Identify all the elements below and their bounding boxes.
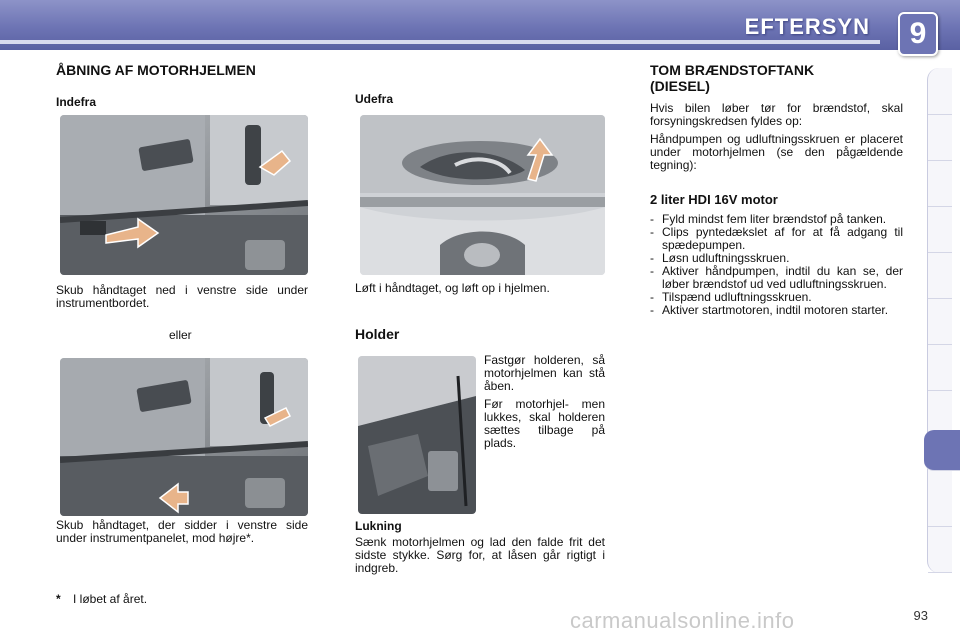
closing-heading: Lukning bbox=[355, 519, 402, 533]
pump-location-text: Håndpumpen og udluftningsskruen er placeret under motorhjelmen (se den pågældende tegning): bbox=[650, 132, 903, 172]
list-item: - Løsn udluftningsskruen. bbox=[650, 252, 903, 265]
bleeding-steps-list bbox=[650, 213, 903, 317]
thumb-tab[interactable] bbox=[928, 252, 952, 299]
fuel-tank-title-line-2: (DIESEL) bbox=[650, 78, 710, 94]
thumb-tab[interactable] bbox=[928, 206, 952, 253]
thumb-tab[interactable] bbox=[928, 68, 952, 115]
outside-heading: Udefra bbox=[355, 92, 394, 106]
chapter-badge: 9 bbox=[898, 12, 938, 56]
list-item: - Fyld mindst fem liter brændstof på tanken. bbox=[650, 213, 903, 226]
footnote-marker: * bbox=[56, 592, 61, 606]
inside-caption-1: Skub håndtaget ned i venstre side under instrumentbordet. bbox=[56, 283, 308, 310]
fuel-tank-intro: Hvis bilen løber tør for brændstof, skal forsyningskredsen fyldes op: bbox=[650, 101, 903, 128]
thumb-tab[interactable] bbox=[928, 114, 952, 161]
list-item: - Aktiver håndpumpen, indtil du kan se, der løber brændstof ud ved udluftningsskruen. bbox=[650, 265, 903, 291]
fuel-tank-title-line-1: TOM BRÆNDSTOFTANK bbox=[650, 62, 815, 78]
inside-caption-2: Skub håndtaget, der sidder i venstre side under instrumentpanelet, mod højre*. bbox=[56, 518, 308, 545]
list-item: - Clips pyntedækslet af for at få adgang til spædepumpen. bbox=[650, 226, 903, 252]
or-separator: eller bbox=[169, 328, 192, 342]
inside-lever-photo-2 bbox=[60, 358, 308, 516]
outside-caption: Løft i håndtaget, og løft op i hjelmen. bbox=[355, 281, 550, 295]
outside-hood-photo bbox=[360, 115, 605, 275]
engine-heading: 2 liter HDI 16V motor bbox=[650, 192, 778, 207]
list-item: - Aktiver startmotoren, indtil motoren starter. bbox=[650, 304, 903, 317]
left-section-title: ÅBNING AF MOTORHJELMEN bbox=[56, 62, 256, 78]
footnote: I løbet af året. bbox=[73, 592, 148, 606]
closing-text: Sænk motorhjelmen og lad den falde frit det sidste stykke. Sørg for, at låsen går rigtigt i indgreb. bbox=[355, 535, 605, 575]
header-stripe bbox=[0, 40, 880, 44]
thumb-tab[interactable] bbox=[928, 344, 952, 391]
inside-heading: Indefra bbox=[56, 95, 97, 109]
holder-text-1: Fastgør holderen, så motorhjelmen kan stå åben. bbox=[484, 353, 605, 393]
holder-text-2: Før motorhjel- men lukkes, skal holderen sættes tilbage på plads. bbox=[484, 397, 605, 450]
list-item: - Tilspænd udluftningsskruen. bbox=[650, 291, 903, 304]
inside-lever-photo-1 bbox=[60, 115, 308, 275]
thumb-tab[interactable] bbox=[928, 298, 952, 345]
section-title: EFTERSYN bbox=[744, 14, 870, 39]
header-banner bbox=[0, 0, 960, 50]
chapter-thumb-index bbox=[927, 68, 952, 573]
holder-photo bbox=[358, 356, 476, 514]
thumb-tab[interactable] bbox=[928, 480, 952, 527]
page-number: 93 bbox=[913, 608, 928, 623]
holder-heading: Holder bbox=[355, 326, 400, 342]
watermark: carmanualsonline.info bbox=[570, 608, 795, 633]
thumb-tab[interactable] bbox=[928, 526, 952, 573]
thumb-tab-active[interactable] bbox=[924, 430, 960, 471]
thumb-tab[interactable] bbox=[928, 160, 952, 207]
